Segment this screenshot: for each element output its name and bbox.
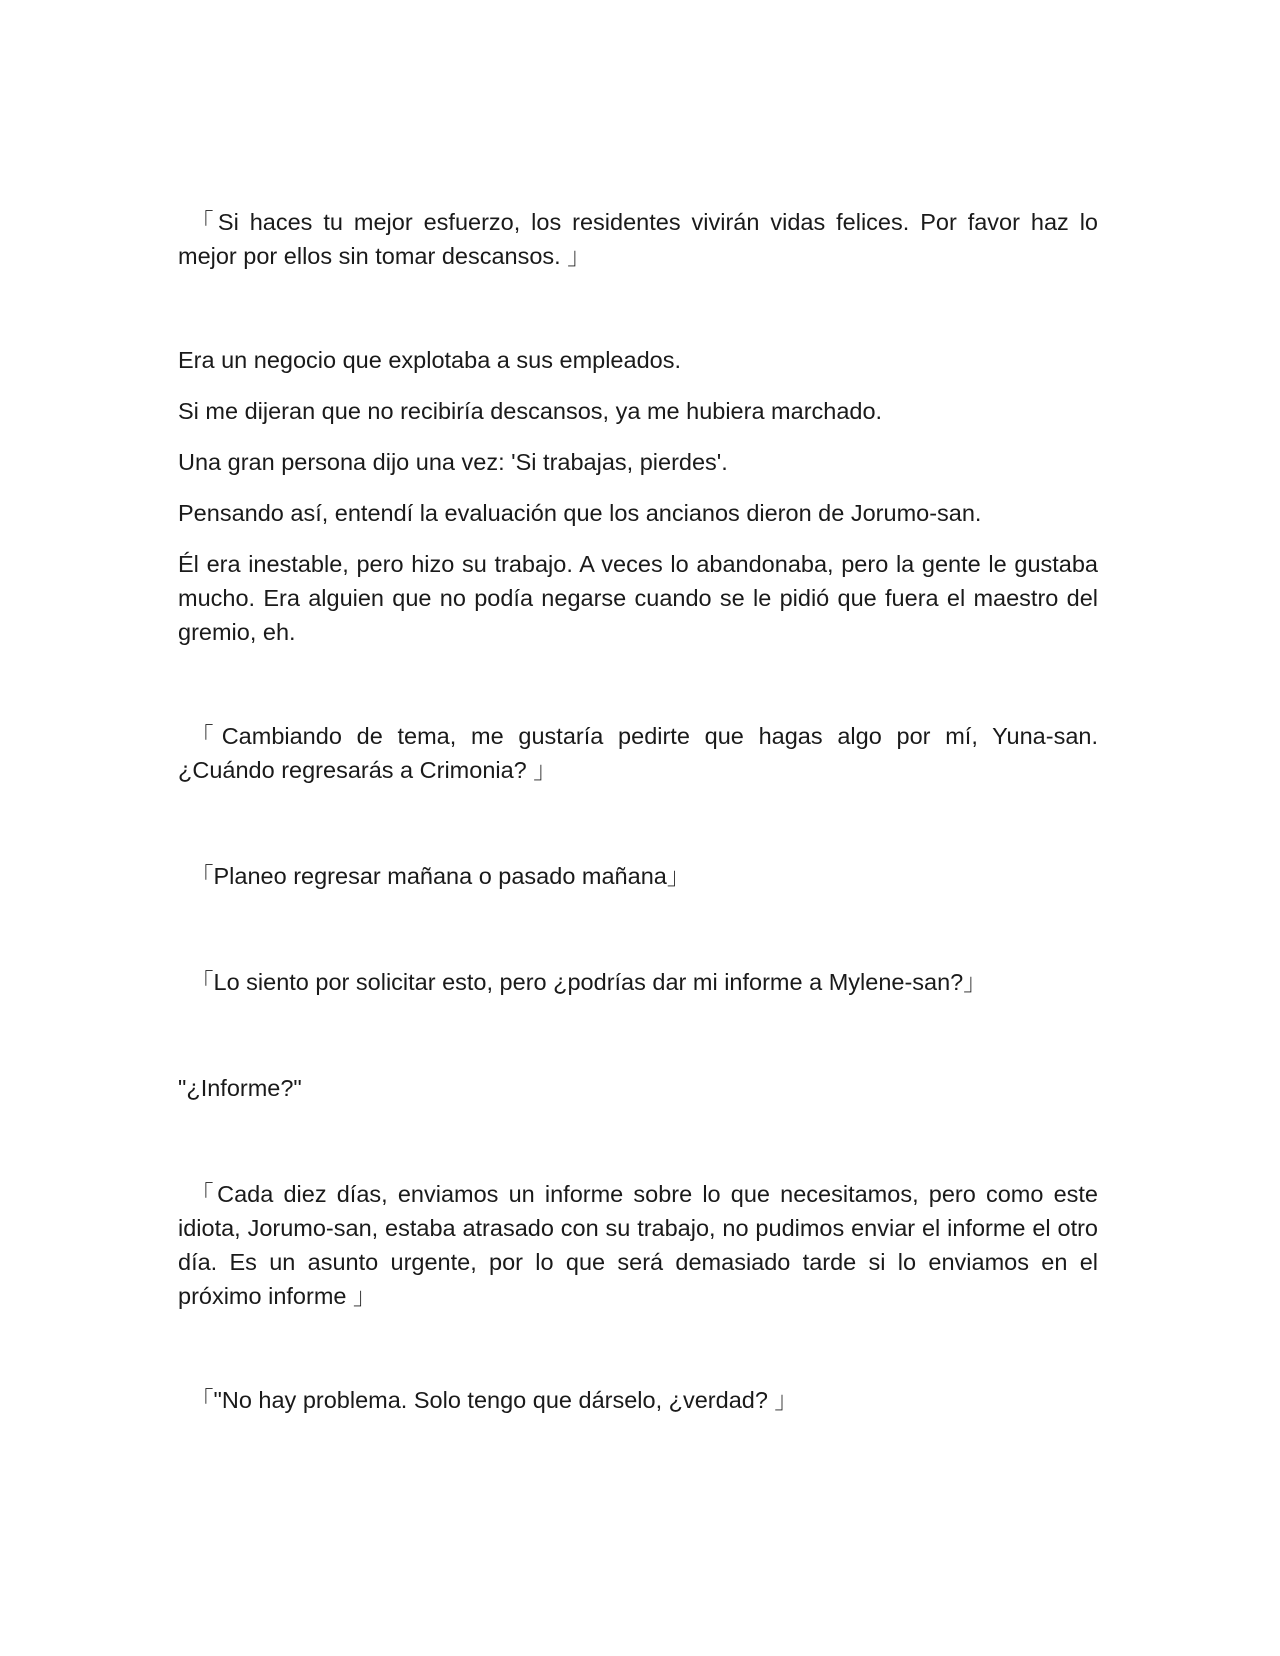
- paragraph-dialogue-3: 「Planeo regresar mañana o pasado mañana」: [190, 863, 691, 889]
- paragraph-narration-3: Una gran persona dijo una vez: 'Si trabajas, pierdes'.: [178, 449, 728, 475]
- paragraph-dialogue-1: 「Si haces tu mejor esfuerzo, los residentes vivirán vidas felices. Por favor haz lo mejor por ellos sin tomar descansos. 」: [178, 209, 1098, 269]
- paragraph-narration-4: Pensando así, entendí la evaluación que los ancianos dieron de Jorumo-san.: [178, 500, 982, 526]
- paragraph-dialogue-2: 「Cambiando de tema, me gustaría pedirte que hagas algo por mí, Yuna-san. ¿Cuándo regresarás a Crimonia? 」: [178, 723, 1098, 783]
- paragraph-narration-1: Era un negocio que explotaba a sus empleados.: [178, 347, 681, 373]
- paragraph-narration-2: Si me dijeran que no recibiría descansos, ya me hubiera marchado.: [178, 398, 883, 424]
- document-text: [178, 205, 1098, 1417]
- paragraph-dialogue-4: 「Lo siento por solicitar esto, pero ¿podrías dar mi informe a Mylene-san?」: [190, 969, 987, 995]
- paragraph-dialogue-7: 「"No hay problema. Solo tengo que dárselo, ¿verdad? 」: [190, 1387, 798, 1413]
- paragraph-dialogue-5: "¿Informe?": [178, 1075, 302, 1101]
- paragraph-dialogue-6: 「Cada diez días, enviamos un informe sobre lo que necesitamos, pero como este idiota, Jorumo-san, estaba atrasado con su trabajo, no pudimos enviar el informe el otro día. Es un asunto urgente, por lo que será demasiado tarde si lo enviamos en el próximo informe 」: [178, 1181, 1098, 1309]
- paragraph-narration-5: Él era inestable, pero hizo su trabajo. A veces lo abandonaba, pero la gente le gustaba mucho. Era alguien que no podía negarse cuando se le pidió que fuera el maestro del gremio, eh.: [178, 551, 1098, 645]
